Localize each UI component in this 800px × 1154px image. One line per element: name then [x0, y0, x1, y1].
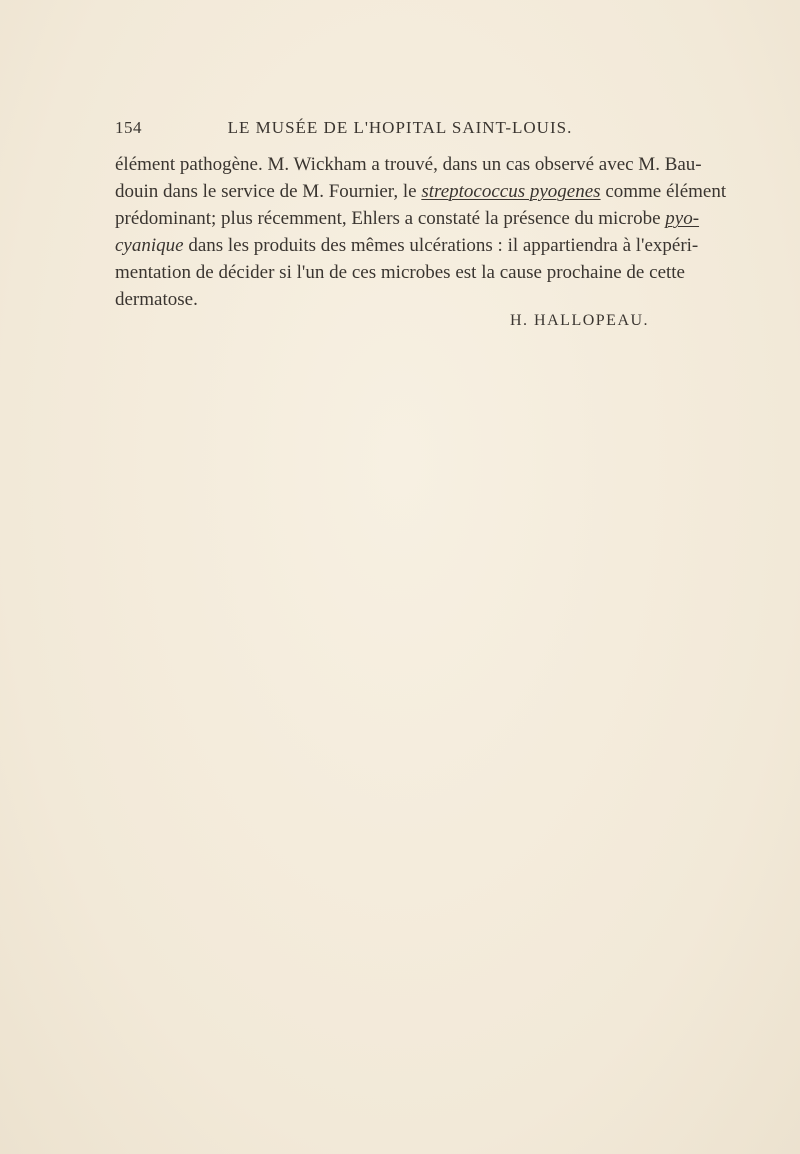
text-line: prédominant; plus récemment, Ehlers a constaté la présence du microbe pyo- — [115, 208, 700, 229]
italic-term: cyanique — [115, 235, 184, 256]
author-signature: H. HALLOPEAU. — [510, 312, 650, 329]
italic-term: pyo- — [665, 208, 700, 229]
italic-term: streptococcus pyogenes — [421, 181, 601, 202]
body-paragraph — [115, 151, 727, 313]
text-line: mentation de décider si l'un de ces microbes est la cause prochaine de cette — [115, 262, 685, 283]
text-line: élément pathogène. M. Wickham a trouvé, dans un cas observé avec M. Bau- — [115, 154, 702, 175]
running-title: LE MUSÉE DE L'HOPITAL SAINT-LOUIS. — [227, 118, 573, 137]
text-line: cyanique dans les produits des mêmes ulcérations : il appartiendra à l'expéri- — [115, 235, 699, 256]
text-line: douin dans le service de M. Fournier, le streptococcus pyogenes comme élément — [115, 181, 727, 202]
page-number: 154 — [115, 118, 142, 137]
text-line: dermatose. — [115, 289, 198, 310]
